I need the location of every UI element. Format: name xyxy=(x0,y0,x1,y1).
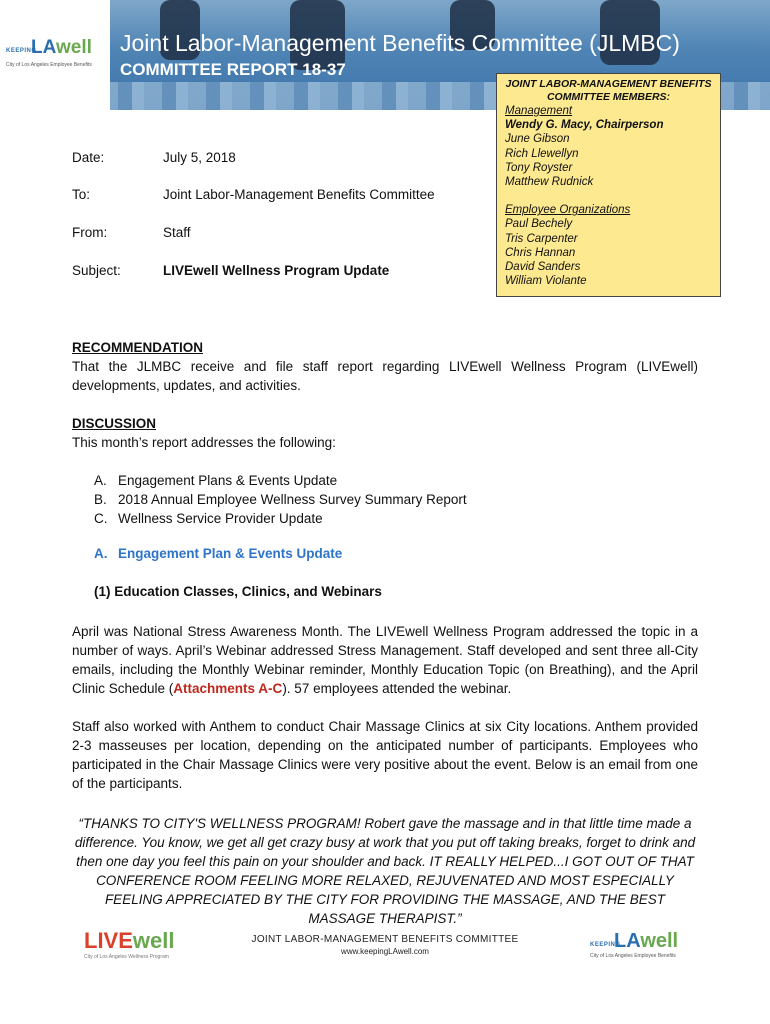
date-label: Date: xyxy=(72,150,105,165)
recommendation-section xyxy=(72,338,698,395)
logo-tagline: City of Los Angeles Employee Benefits xyxy=(6,62,92,68)
member-name: Paul Bechely xyxy=(505,218,573,231)
attachments-reference: Attachments A-C xyxy=(173,681,283,696)
member-name: Matthew Rudnick xyxy=(505,176,594,189)
member-name: Chris Hannan xyxy=(505,246,576,259)
list-item: C. Wellness Service Provider Update xyxy=(94,511,323,526)
list-item: A. Engagement Plans & Events Update xyxy=(94,473,338,488)
paragraph-stress-month: April was National Stress Awareness Month. The LIVEwell Wellness Program addressed the topic in a number of ways. April’s Webinar addressed Stress Management. Staff developed and sent three all-City emails, including the Monthly Webinar reminder, Monthly Education Topic (on Breathing), and the April Clinic Schedule (Attachments A-C). 57 employees attended the webinar. xyxy=(72,624,698,696)
section-a-heading: A. Engagement Plan & Events Update xyxy=(94,546,343,561)
to-label: To: xyxy=(72,187,91,202)
to-value: Joint Labor-Management Benefits Committee xyxy=(163,187,435,202)
participant-quote: “THANKS TO CITY'S WELLNESS PROGRAM! Robert gave the massage and in that little time made a difference. You know, we get all get crazy busy at work that you put off taking breaks, forget to drink and then one day you feel this pain on your shoulder and back. IT REALLY HELPED...I GOT OUT OF THAT CONFERENCE ROOM FEELING MORE RELAXED, REJUVENATED AND MOST ESPECIALLY FEELING APPRECIATED BY THE CITY FOR PROVIDING THE MASSAGE, AND THE BEST MASSAGE THERAPIST.” xyxy=(74,816,696,926)
committee-members-box xyxy=(496,73,721,297)
livewell-tagline: City of Los Angeles Wellness Program xyxy=(84,954,169,960)
subject-value: LIVEwell Wellness Program Update xyxy=(163,263,390,278)
livewell-logo: LIVEwell City of Los Angeles Wellness Program xyxy=(84,928,175,960)
footer-committee-name: JOINT LABOR-MANAGEMENT BENEFITS COMMITTEE xyxy=(251,934,519,945)
paragraph-chair-massage: Staff also worked with Anthem to conduct Chair Massage Clinics at six City locations. Anthem provided 2-3 masseuses per location, depending on the anticipated number of participants. Employees who participated in the Chair Massage Clinics were very positive about the event. Below is an email from one of the participants. xyxy=(72,719,698,791)
logo-tagline: City of Los Angeles Employee Benefits xyxy=(590,953,676,959)
member-name: David Sanders xyxy=(505,261,581,274)
report-number: COMMITTEE REPORT 18-37 xyxy=(120,60,346,79)
subject-label: Subject: xyxy=(72,263,121,278)
logo-la-text: LAwell xyxy=(31,37,92,58)
list-item: B. 2018 Annual Employee Wellness Survey Summary Report xyxy=(94,492,467,507)
footer-keeping-la-well-logo xyxy=(590,928,700,960)
logo-keeping-text: KEEPING xyxy=(6,48,37,54)
committee-title: Joint Labor-Management Benefits Committee (JLMBC) xyxy=(120,30,680,56)
member-name: June Gibson xyxy=(505,133,570,146)
recommendation-heading: RECOMMENDATION xyxy=(72,340,203,355)
member-name: William Violante xyxy=(505,275,587,288)
date-value: July 5, 2018 xyxy=(163,150,236,165)
from-label: From: xyxy=(72,225,108,240)
member-name: Tris Carpenter xyxy=(505,232,578,245)
management-group-label: Management xyxy=(505,105,573,117)
logo-la-text: LAwell xyxy=(614,930,679,952)
member-name: Rich Llewellyn xyxy=(505,147,579,160)
footer-website: www.keepingLAwell.com xyxy=(341,947,429,956)
subsection-1-heading: (1) Education Classes, Clinics, and Webinars xyxy=(94,584,382,599)
discussion-heading: DISCUSSION xyxy=(72,416,157,431)
from-value: Staff xyxy=(163,225,191,240)
keeping-la-well-logo xyxy=(0,0,110,110)
discussion-list xyxy=(94,471,467,528)
logo-keeping-text: KEEPING xyxy=(590,942,621,948)
discussion-section xyxy=(72,414,698,452)
members-heading: COMMITTEE MEMBERS: xyxy=(546,91,671,103)
footer-text xyxy=(200,934,570,956)
discussion-intro: This month’s report addresses the following: xyxy=(72,435,336,450)
member-name: Wendy G. Macy, Chairperson xyxy=(505,119,664,132)
recommendation-text: That the JLMBC receive and file staff report regarding LIVEwell Wellness Program (LIVEwell) developments, updates, and activities. xyxy=(72,359,698,393)
members-heading: JOINT LABOR-MANAGEMENT BENEFITS xyxy=(505,78,712,90)
employee-group-label: Employee Organizations xyxy=(505,204,631,217)
member-name: Tony Royster xyxy=(505,161,573,174)
